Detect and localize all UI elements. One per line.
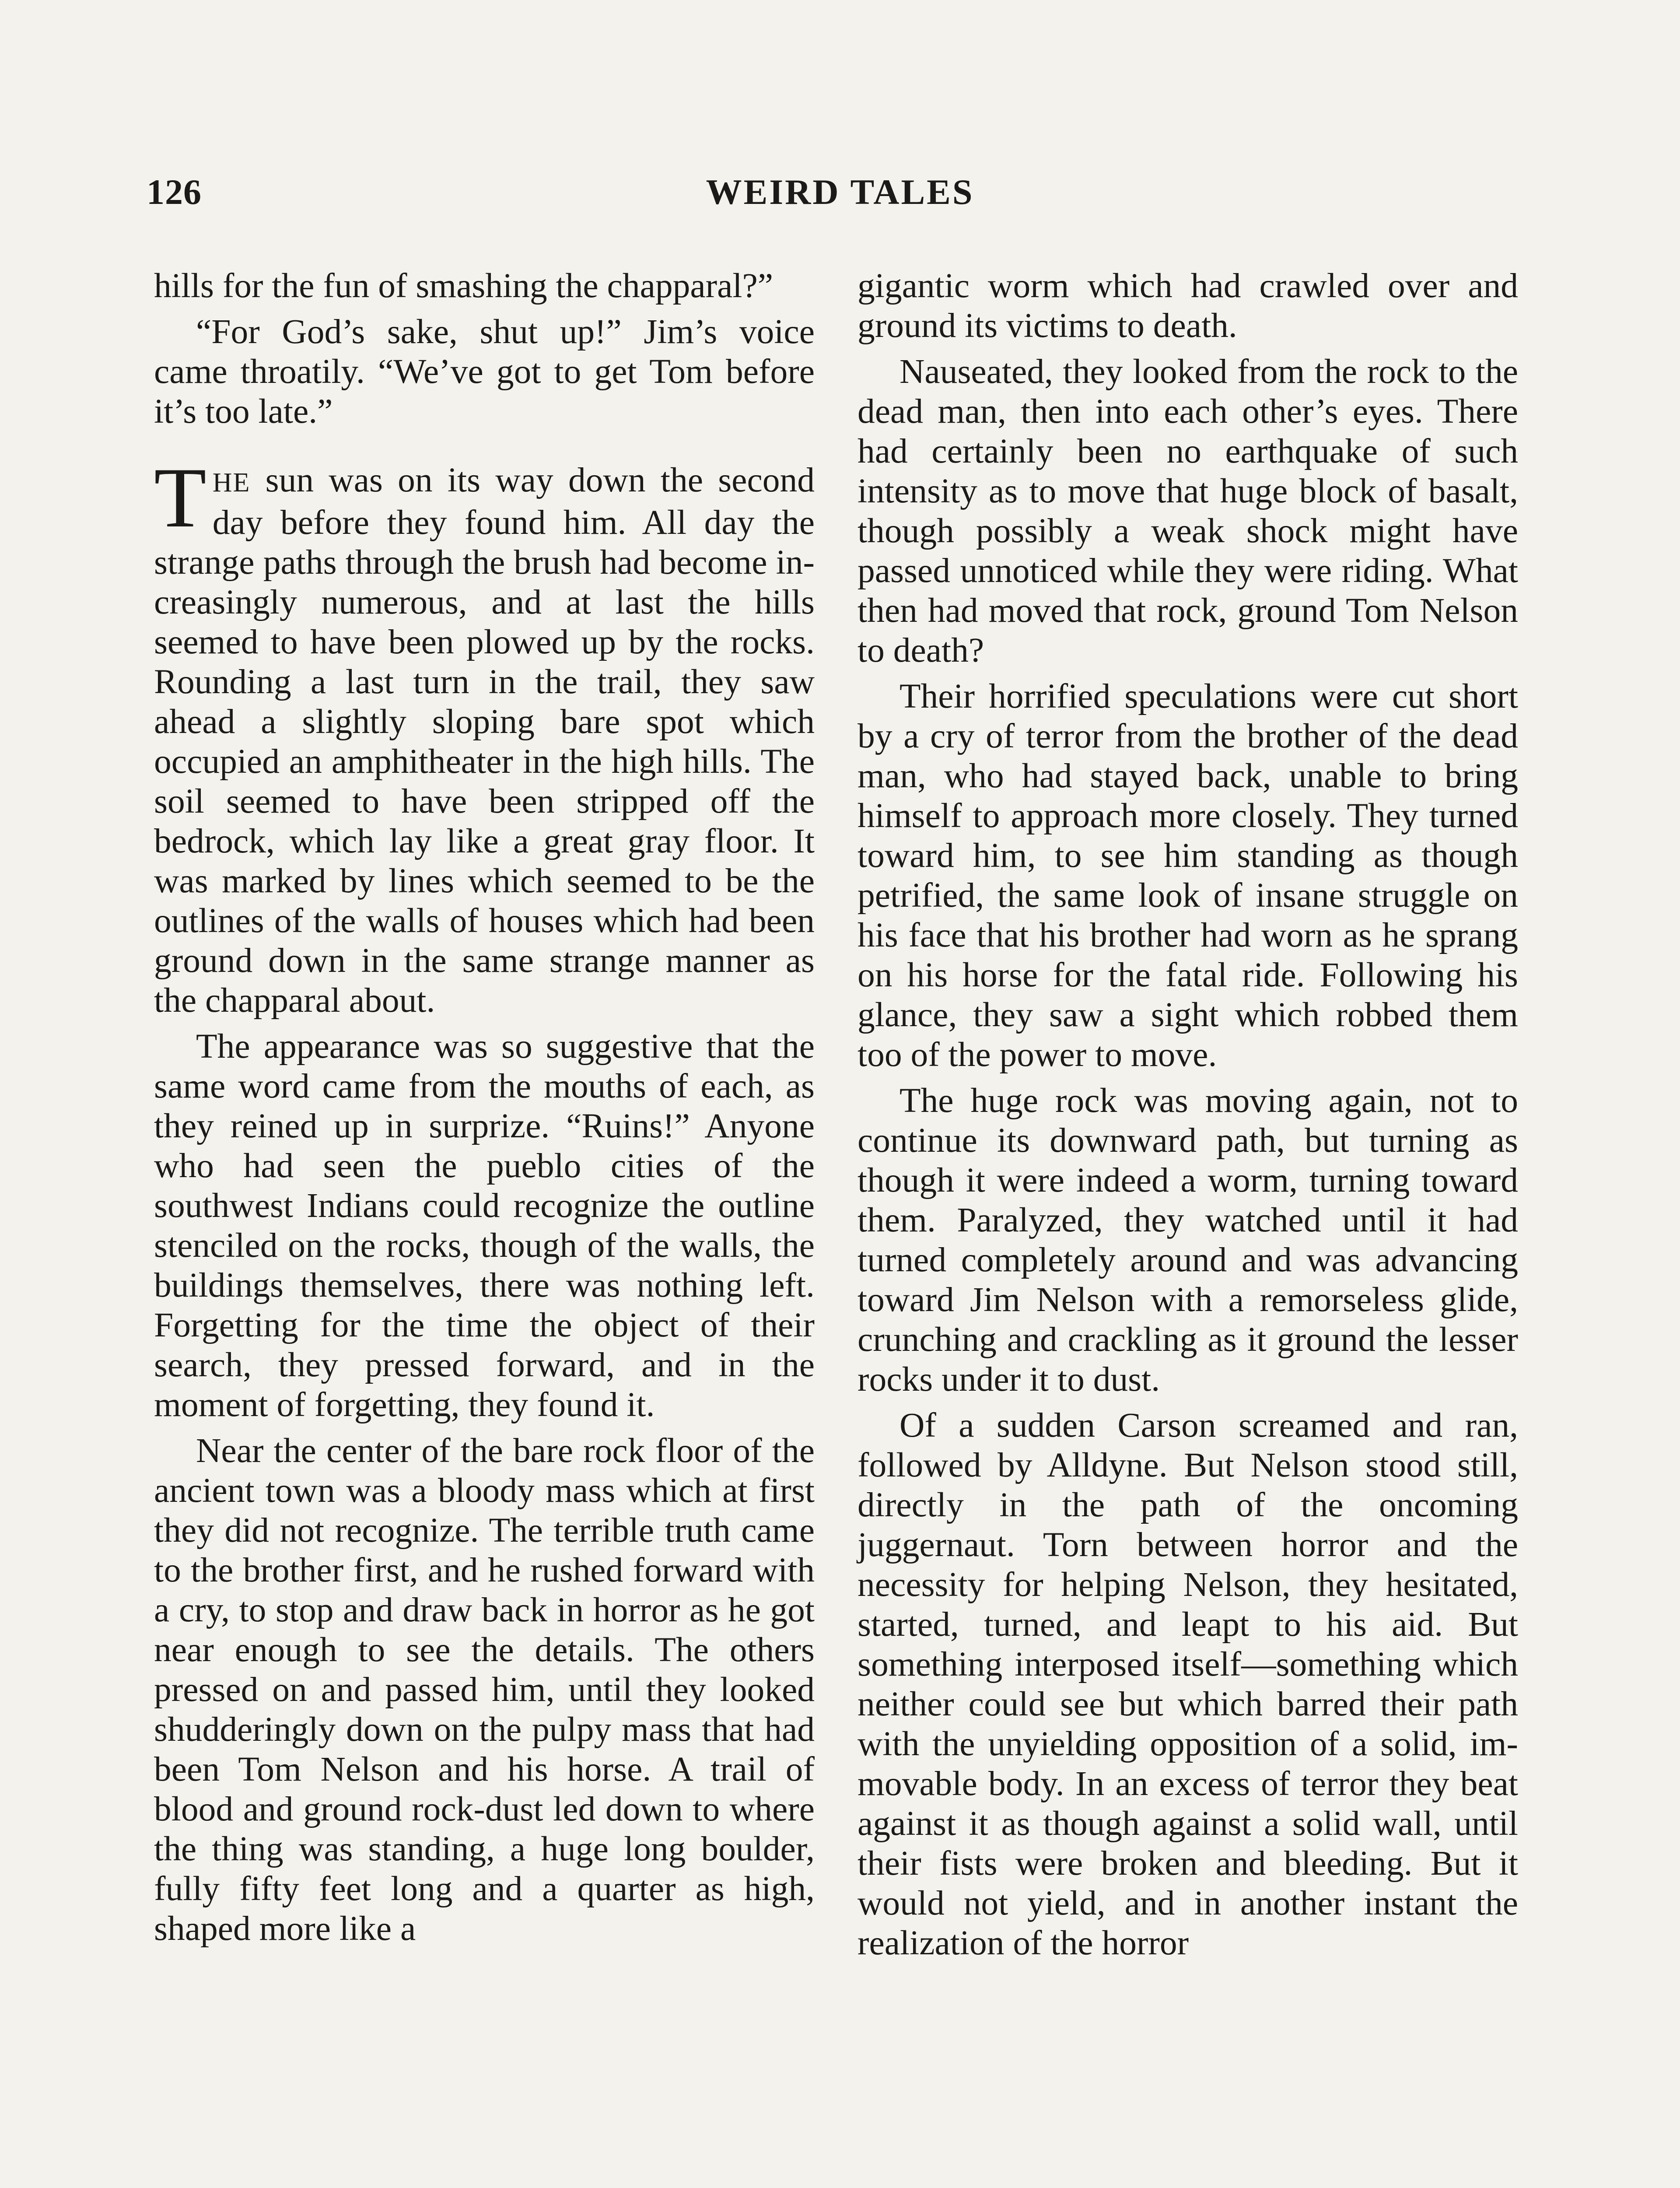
left-column	[154, 266, 815, 1949]
paragraph-text: sun was on its way down the second day before they found him. All day the strange paths through the brush had become increasingly numerous, and at last the hills seemed to have been plowed up by the rocks. Rounding a last turn in the trail, they saw ahead a slightly sloping bare spot which occupied an amphitheater in the high hills. The soil seemed to have been stripped off the bedrock, which lay like a great gray floor. It was marked by lines which seemed to be the outlines of the walls of houses which had been ground down in the same strange manner as the chapparal about.	[154, 461, 815, 1020]
small-caps-lead: HE	[212, 468, 251, 498]
running-head-title: WEIRD TALES	[706, 172, 974, 212]
paragraph: hills for the fun of smashing the chapparal?”	[154, 266, 774, 305]
paragraph: “For God’s sake, shut up!” Jim’s voice came throatily. “We’ve got to get Tom before it’s too late.”	[154, 312, 815, 431]
paragraph: The huge rock was moving again, not to continue its downward path, but turning as though it were indeed a worm, turning toward them. Paralyzed, they watched until it had turned completely around and was advancing toward Jim Nelson with a remorseless glide, crunching and crackling as it ground the lesser rocks under it to dust.	[858, 1081, 1518, 1399]
paragraph: The appearance was so suggestive that the same word came from the mouths of each, as they reined up in surprize. “Ruins!” Anyone who had seen the pueblo cities of the southwest Indians could recognize the outline stenciled on the rocks, though of the walls, the buildings themselves, there was nothing left. Forgetting for the time the object of their search, they pressed forward, and in the moment of forgetting, they found it.	[154, 1027, 815, 1424]
paragraph: Of a sudden Carson screamed and ran, followed by Alldyne. But Nelson stood still, directly in the path of the oncoming juggernaut. Torn between horror and the necessity for helping Nelson, they hesitated, started, turned, and leapt to his aid. But something interposed itself—something which neither could see but which barred their path with the unyielding opposition of a solid, immovable body. In an excess of terror they beat against it as though against a solid wall, until their fists were broken and bleeding. But it would not yield, and in another instant the realization of the horror	[858, 1406, 1518, 1962]
right-column	[858, 266, 1518, 1963]
paragraph: gigantic worm which had crawled over and ground its victims to death.	[858, 266, 1518, 345]
paragraph: Near the center of the bare rock floor of the ancient town was a bloody mass which at first they did not recognize. The terrible truth came to the brother first, and he rushed forward with a cry, to stop and draw back in horror as he got near enough to see the details. The others pressed on and passed him, until they looked shudderingly down on the pulpy mass that had been Tom Nelson and his horse. A trail of blood and ground rock-dust led down to where the thing was standing, a huge long boulder, fully fifty feet long and a quarter as high, shaped more like a	[154, 1431, 815, 1948]
paragraph: Nauseated, they looked from the rock to the dead man, then into each other’s eyes. There had certainly been no earthquake of such intensity as to move that huge block of basalt, though possibly a weak shock might have passed unnoticed while they were riding. What then had moved that rock, ground Tom Nelson to death?	[858, 352, 1518, 670]
drop-cap: T	[154, 450, 206, 545]
paragraph: Their horrified speculations were cut short by a cry of terror from the brother of the dead man, who had stayed back, unable to bring himself to approach more closely. They turned toward him, to see him standing as though petrified, the same look of insane struggle on his face that his brother had worn as he sprang on his horse for the fatal ride. Following his glance, they saw a sight which robbed them too of the power to move.	[858, 677, 1518, 1074]
section-opening-paragraph	[154, 450, 815, 1020]
page-number: 126	[147, 172, 202, 212]
